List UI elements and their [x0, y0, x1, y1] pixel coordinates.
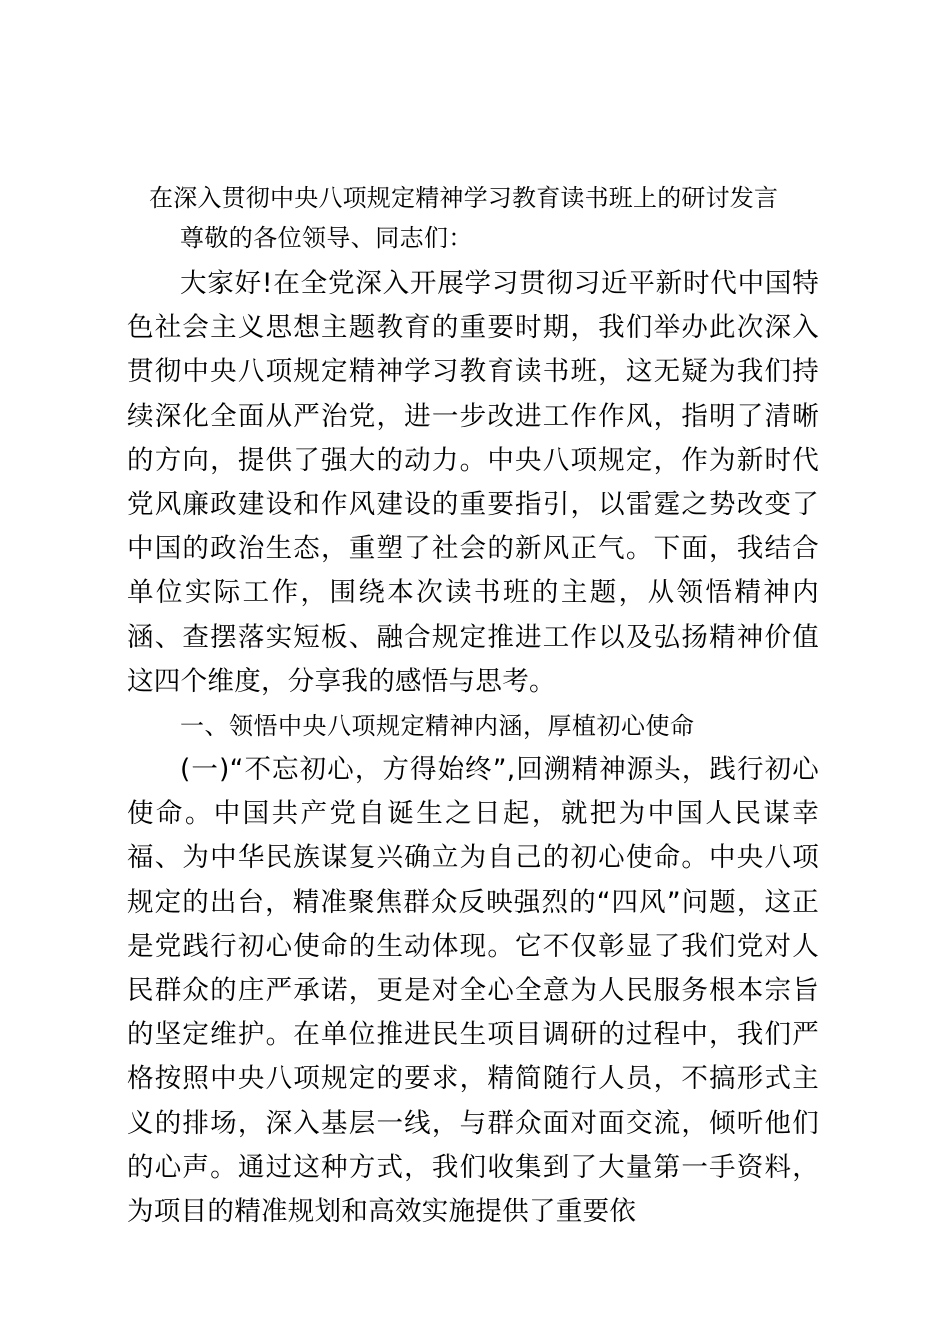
paragraph-section-1: (一)“不忘初心，方得始终”,回溯精神源头，践行初心使命。中国共产党自诞生之日起，就把为中国人民谋幸福、为中华民族谋复兴确立为自己的初心使命。中央八项规定的出台，精准聚焦群众反映强烈的“四风”问题，这正是党践行初心使命的生动体现。它不仅彰显了我们党对人民群众的庄严承诺，更是对全心全意为人民服务根本宗旨的坚定维护。在单位推进民生项目调研的过程中，我们严格按照中央八项规定的要求，精简随行人员，不搞形式主义的排场，深入基层一线，与群众面对面交流，倾听他们的心声。通过这种方式，我们收集到了大量第一手资料，为项目的精准规划和高效实施提供了重要依: [127, 754, 819, 1228]
section-heading: 一、领悟中央八项规定精神内涵，厚植初心使命: [180, 712, 695, 741]
document-body: [127, 178, 819, 1234]
document-title: 在深入贯彻中央八项规定精神学习教育读书班上的研讨发言: [149, 184, 779, 212]
paragraph-intro: 大家好!在全党深入开展学习贯彻习近平新时代中国特色社会主义思想主题教育的重要时期，我们举办此次深入贯彻中央八项规定精神学习教育读书班，这无疑为我们持续深化全面从严治党，进一步改进工作作风，指明了清晰的方向，提供了强大的动力。中央八项规定，作为新时代党风廉政建设和作风建设的重要指引，以雷霆之势改变了中国的政治生态，重塑了社会的新风正气。下面，我结合单位实际工作，围绕本次读书班的主题，从领悟精神内涵、查摆落实短板、融合规定推进工作以及弘扬精神价值这四个维度，分享我的感悟与思考。: [127, 268, 819, 697]
greeting: 尊敬的各位领导、同志们：: [180, 224, 473, 252]
